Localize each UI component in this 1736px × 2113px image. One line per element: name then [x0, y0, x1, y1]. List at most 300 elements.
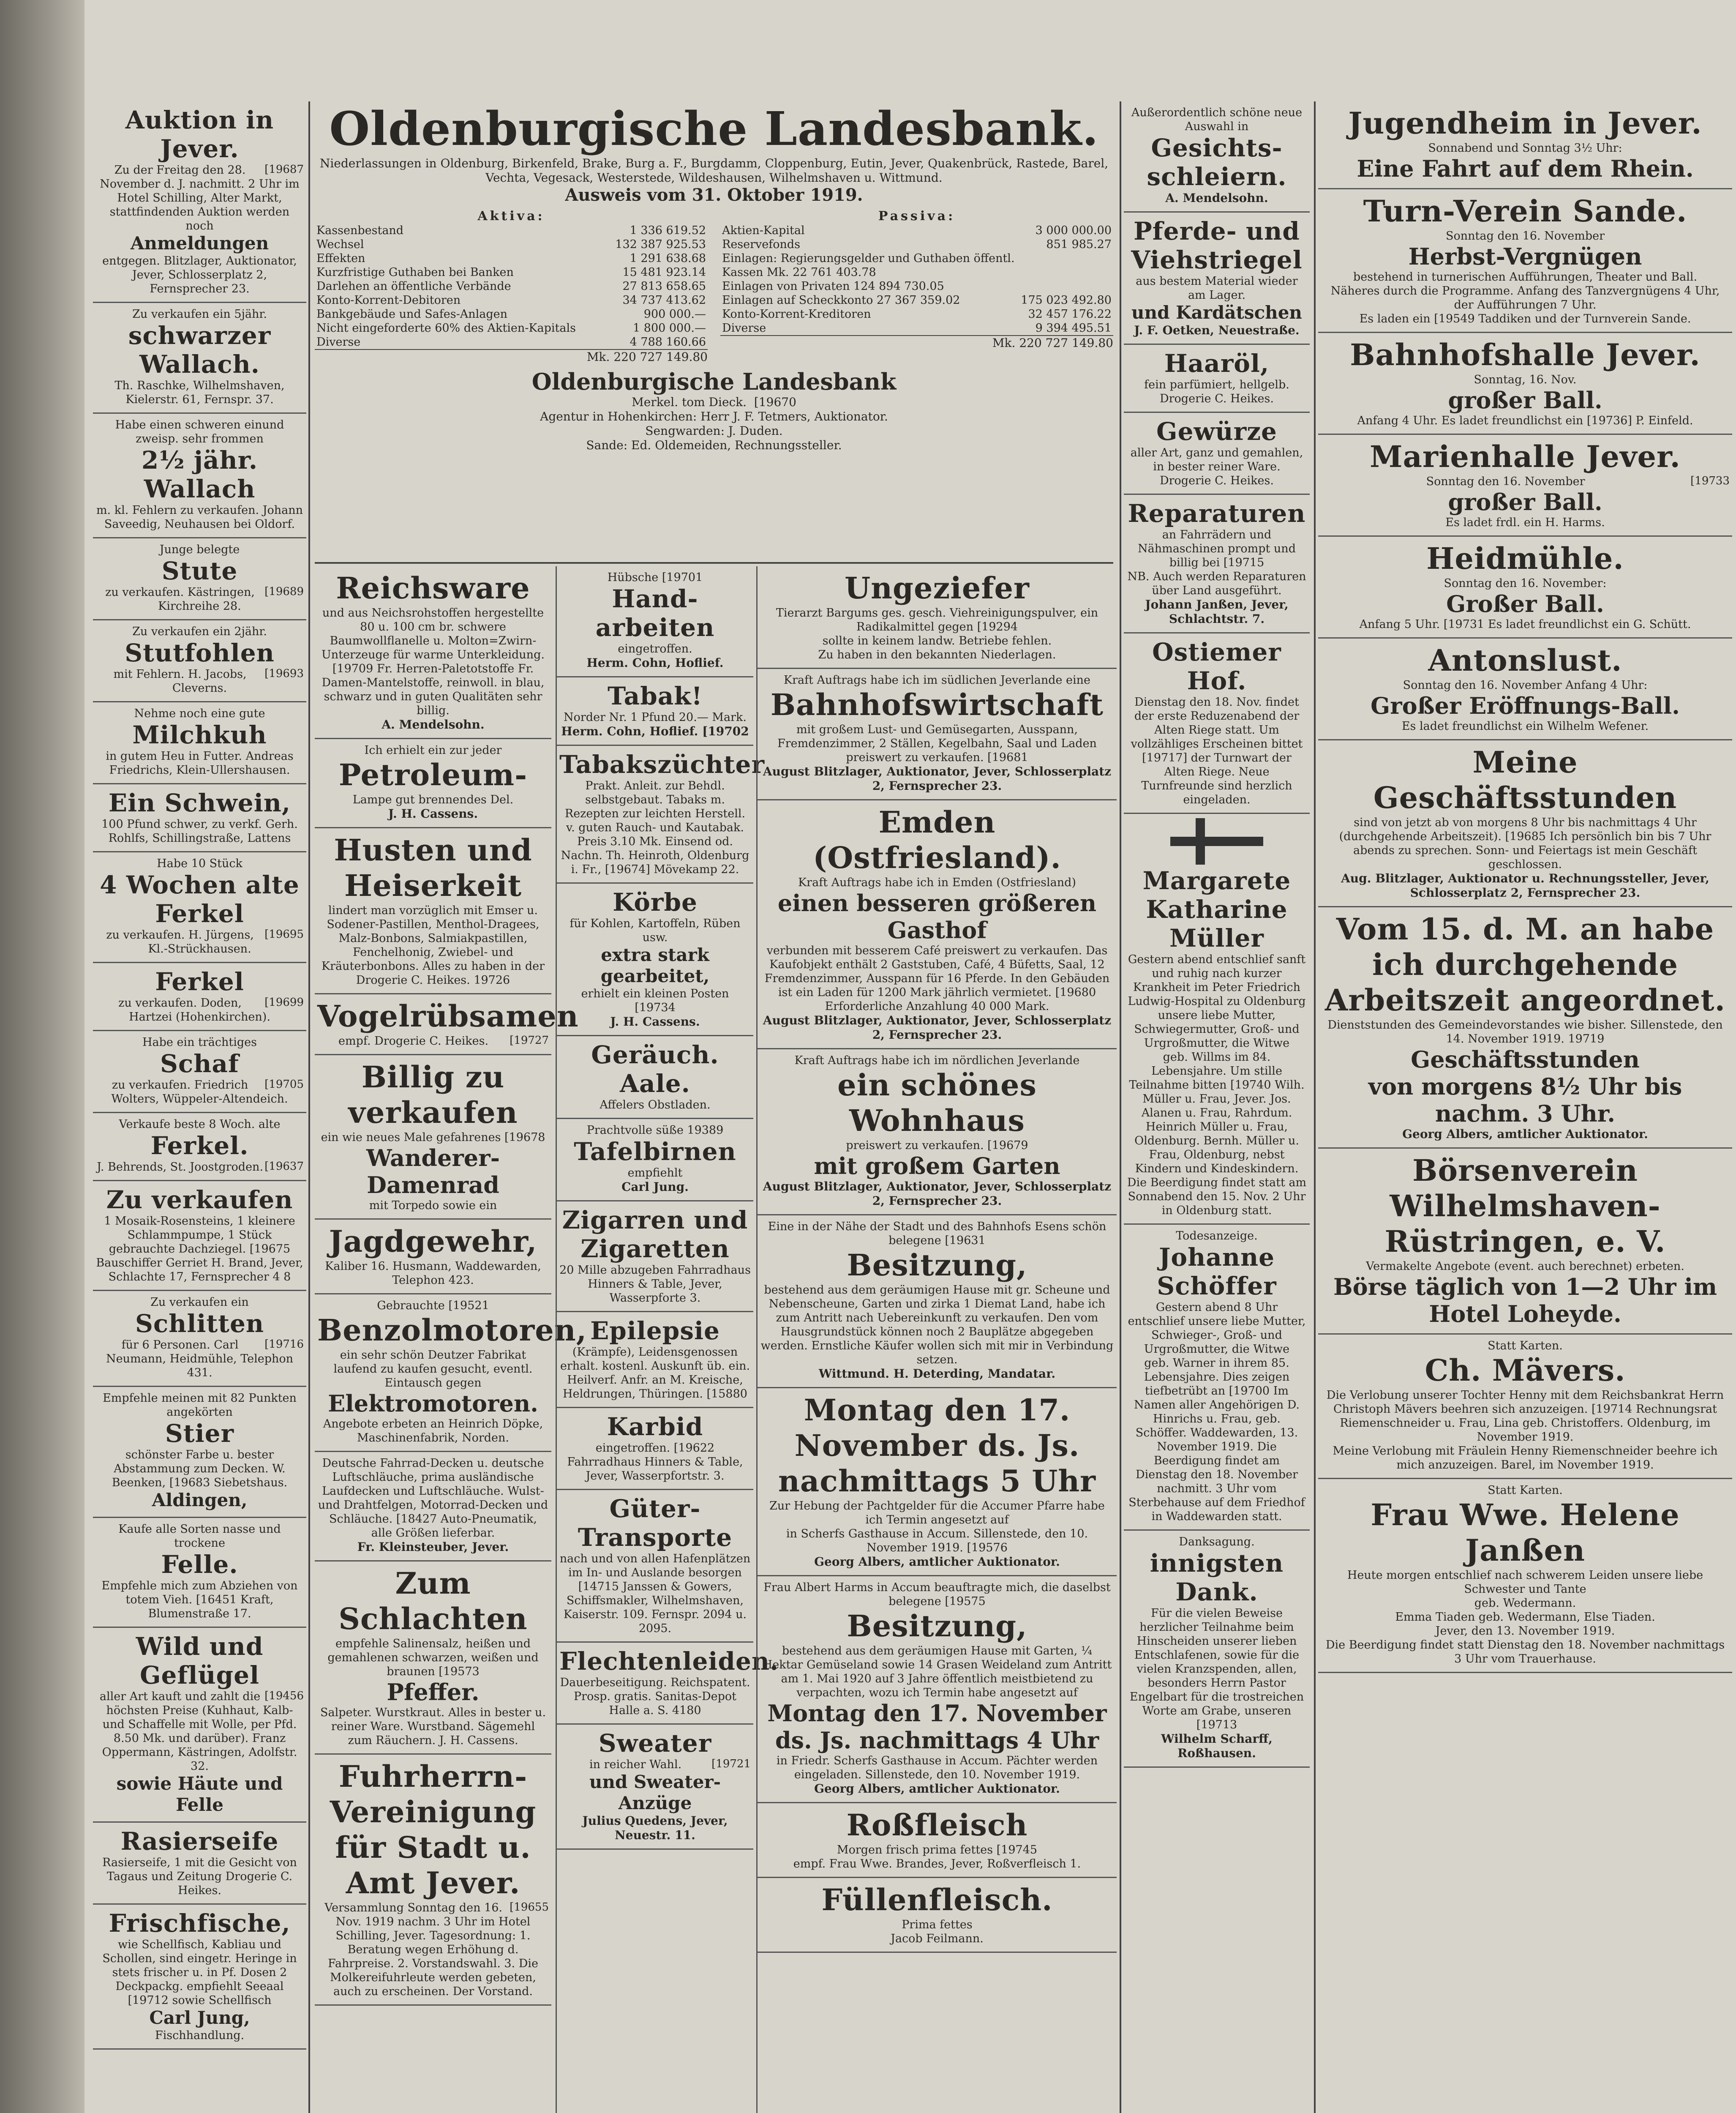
- ad-sig: Fr. Kleinsteuber, Jever.: [357, 1540, 509, 1554]
- ad-lead: Gebrauchte [19521: [377, 1299, 489, 1312]
- ad-headline: Ferkel.: [150, 1131, 249, 1160]
- ad-tail: Es ladet freundlichst ein Wilhelm Wefener.: [1401, 720, 1649, 733]
- ad-tail: Es laden ein [19549 Taddiken und der Turnverein Sande.: [1359, 312, 1691, 325]
- ad-sub: Großer Eröffnungs-Ball.: [1371, 692, 1680, 719]
- liability-label: Einlagen auf Scheckkonto 27 367 359.02: [722, 294, 960, 307]
- ad-text: Gestern abend entschlief sanft und ruhig nach kurzer Krankheit im Peter Friedrich Ludwig-Hospital zu Oldenburg unsere liebe Mutter, Schwiegermutter, Groß- und Urgroßmutter, die Witwe: [1128, 953, 1306, 1050]
- ad-headline: schwarzer Wallach.: [128, 321, 271, 379]
- ad-felle: [93, 1518, 306, 1628]
- ad-text: Sonntag den 16. November: [1426, 475, 1585, 488]
- liability-row: [720, 251, 1113, 279]
- liability-amount: 32 457 176.22: [1028, 308, 1112, 321]
- ad-headline: Ostiemer Hof.: [1152, 638, 1281, 695]
- asset-row: [315, 335, 708, 349]
- ad-text: Kraft Auftrags habe ich in Emden (Ostfriesland): [798, 876, 1076, 889]
- ad-ferkel3: [93, 1113, 306, 1181]
- asset-amount: 1 336 619.52: [630, 224, 706, 237]
- ad-husten: [315, 828, 551, 994]
- ad-text: Zur Hebung der Pachtgelder für die Accumer Pfarre habe ich Termin angesetzt auf: [769, 1499, 1105, 1526]
- ad-sig: J. H. Cassens.: [388, 807, 478, 821]
- column-rule: [308, 101, 310, 2113]
- ad-lead: Statt Karten.: [1488, 1484, 1563, 1497]
- ad-sig: A. Mendelsohn.: [1165, 191, 1268, 205]
- ad-bahnhof: [758, 669, 1117, 800]
- ad-code: [19721: [711, 1758, 751, 1770]
- asset-row: [315, 265, 708, 279]
- ad-sig: Georg Albers, amtlicher Auktionator.: [814, 1555, 1060, 1569]
- ad-lead: Kaufe alle Sorten nasse und trockene: [118, 1523, 281, 1550]
- column-rule: [1314, 101, 1316, 2113]
- ad-text: aller Art kauft und zahlt die höchsten Preise (Kuhhaut, Kalb- und Schaffelle mit Wolle, per Pfd. 8.50 Mk. und darüber). Franz Oppermann, Kästringen, Adolfstr. 32.: [99, 1690, 297, 1773]
- bank-footer-title: Oldenburgische Landesbank: [531, 368, 897, 395]
- ad-zuechter: [557, 746, 765, 884]
- ad-wallach2: [93, 414, 306, 538]
- asset-amount: 15 481 923.14: [622, 266, 706, 279]
- ad-stutfohlen: [93, 620, 306, 702]
- ad-tail: bestehend in turnerischen Aufführungen, Theater und Ball.: [1353, 270, 1698, 284]
- ad-headline: Bahnhofswirtschaft: [770, 687, 1104, 722]
- ad-headline: Schlitten: [135, 1309, 264, 1338]
- ad-text: zu verkaufen. Kästringen, Kirchreihe 28.: [105, 586, 255, 613]
- asset-amount: 132 387 925.53: [615, 238, 706, 251]
- ad-headline: Bahnhofshalle Jever.: [1350, 337, 1701, 372]
- asset-label: Bankgebäude und Safes-Anlagen: [316, 308, 508, 321]
- liability-amount: 851 985.27: [1046, 238, 1112, 251]
- ad-zigarren: [557, 1201, 753, 1312]
- ad-text: preiswert zu verkaufen. [19679: [846, 1139, 1028, 1152]
- ad-besitzung1: [758, 1215, 1117, 1388]
- bank-statement-date: Ausweis vom 31. Oktober 1919.: [565, 185, 863, 205]
- ad-headline: Tafelbirnen: [574, 1137, 736, 1166]
- ad-headline: Jagdgewehr,: [329, 1224, 537, 1259]
- ad-code: [19695: [264, 928, 304, 941]
- ad-wild: [93, 1628, 306, 1823]
- liability-row: [720, 321, 1113, 335]
- ad-stier: [93, 1387, 306, 1518]
- ad-sub: großer Ball.: [1448, 387, 1602, 414]
- book-binding-edge: [0, 0, 84, 2113]
- liabilities-table: [720, 224, 1113, 335]
- liability-amount: [1019, 279, 1113, 293]
- ad-text: J. Behrends, St. Joostgroden.: [97, 1160, 264, 1174]
- ad-headline: Johanne Schöffer: [1157, 1243, 1277, 1300]
- ad-pferde: [1124, 213, 1310, 345]
- ad-sig: Wilhelm Scharff, Roßhausen.: [1161, 1732, 1273, 1760]
- asset-label: Effekten: [316, 252, 365, 265]
- ad-text: Tierarzt Bargums ges. gesch. Viehreinigungspulver, ein Radikalmittel gegen [19294: [776, 606, 1098, 633]
- asset-label: Kassenbestand: [316, 224, 404, 237]
- ad-headline: 4 Wochen alte Ferkel: [100, 871, 300, 928]
- ad-sub: Elektromotoren.: [328, 1390, 538, 1417]
- ad-bahnhofshalle: [1318, 333, 1732, 435]
- ad-sig: Herm. Cohn, Hoflief. [19702: [561, 724, 749, 738]
- ad-tail: geb. Warner in ihrem 85. Lebensjahre. Dies zeigen tiefbetrübt an [19700 Im Namen aller Angehörigen D. Hinrichs u. Frau, geb. Schöffer. Waddewarden, 13. November 1919. Die Beerdigung findet am Dienstag den 18. November nachmitt. 3 Uhr vom Sterbehause auf dem Friedhof in Waddewarden statt.: [1128, 1357, 1305, 1523]
- ad-headline: Husten und Heiserkeit: [334, 833, 532, 903]
- ad-sub: mit großem Garten: [814, 1152, 1060, 1179]
- liability-amount: 9 394 495.51: [1035, 322, 1112, 335]
- ad-sub: von morgens 8½ Uhr bis nachm. 3 Uhr.: [1368, 1073, 1682, 1127]
- asset-row: [315, 321, 708, 335]
- ad-headline: Haaröl,: [1164, 349, 1270, 378]
- ad-text: 1 Mosaik-Rosensteins, 1 kleinere Schlammpumpe, 1 Stück gebrauchte Dachziegel. [19675 Bauschiffer Gerriet H. Brand, Jever, Schlachte 17, Fernsprecher 4 8: [96, 1215, 303, 1283]
- ad-billig: [315, 1055, 551, 1220]
- asset-label: Konto-Korrent-Debitoren: [316, 294, 461, 307]
- ad-text: Morgen frisch prima fettes [19745: [837, 1843, 1038, 1856]
- ad-lead: Junge belegte: [159, 543, 240, 556]
- ad-headline: Marienhalle Jever.: [1370, 439, 1681, 474]
- liability-row: [720, 238, 1113, 251]
- ad-headline: Geräuch. Aale.: [591, 1040, 719, 1098]
- ad-lead: Zu verkaufen ein 5jähr.: [132, 308, 267, 321]
- bank-footer-code: [19670: [754, 395, 796, 409]
- ad-schlauch: [315, 1452, 551, 1562]
- ad-headline: Antonslust.: [1428, 643, 1622, 678]
- ad-headline: Tabakszüchter: [559, 750, 765, 779]
- column-classifieds-4: [756, 566, 1117, 2113]
- bank-branches: Niederlassungen in Oldenburg, Birkenfeld, Brake, Burg a. F., Burgdamm, Cloppenburg, Eutin, Jever, Quakenbrück, Rastede, Barel, Vechta, Vegesack, Westerstede, Wildeshausen, Wilhelmshaven u. Wittmund.: [319, 156, 1109, 185]
- liability-amount: 3 000 000.00: [1035, 224, 1112, 237]
- ad-lead: Zu verkaufen ein: [150, 1296, 249, 1309]
- ad-headline: Wild und Geflügel: [136, 1632, 264, 1690]
- ad-text: an Fahrrädern und Nähmaschinen prompt und billig bei [19715: [1138, 528, 1296, 569]
- ad-reichsware: [315, 566, 551, 739]
- column-classifieds-6: [1318, 101, 1732, 2113]
- ad-jugendheim: [1318, 101, 1732, 189]
- ad-lead: Ich erhielt ein zur jeder: [364, 744, 502, 757]
- ad-tail: Jever, den 13. November 1919.: [1435, 1624, 1615, 1638]
- ad-text: Th. Raschke, Wilhelmshaven, Kielerstr. 61, Fernspr. 37.: [114, 379, 285, 406]
- ad-arbeitszeit: [1318, 907, 1732, 1149]
- ad-headline: Pferde- und Viehstriegel: [1131, 217, 1303, 274]
- ad-text: (Krämpfe), Leidensgenossen erhalt. kostenl. Auskunft üb. ein. Heilverf. Anfr. an M. Kreische, Heldrungen, Thüringen. [15880: [560, 1346, 750, 1400]
- ad-tail: Fischhandlung.: [155, 2029, 245, 2042]
- ad-headline: Roßfleisch: [846, 1807, 1028, 1843]
- ad-headline: Milchkuh: [132, 721, 267, 749]
- ad-lead: Hübsche [19701: [607, 571, 703, 584]
- cross-icon: [1170, 818, 1263, 865]
- assets-table: [315, 224, 708, 349]
- ad-code: [19733: [1690, 475, 1730, 487]
- column-classifieds-1: [93, 101, 306, 2113]
- ad-ferkel2: [93, 963, 306, 1031]
- ad-verlobung: [1318, 1335, 1732, 1479]
- bank-agent: Sande: Ed. Oldemeiden, Rechnungssteller.: [586, 438, 842, 452]
- asset-amount: 1 291 638.68: [630, 252, 706, 265]
- ad-headline: Sweater: [598, 1729, 712, 1758]
- ad-headline: Fuhrherrn-Vereinigung für Stadt u. Amt Jever.: [330, 1759, 537, 1900]
- ad-code: [19727: [510, 1034, 549, 1047]
- ad-sig: Herm. Cohn, Hoflief.: [586, 656, 724, 670]
- ad-wallach: [93, 303, 306, 414]
- ad-lead: Empfehle meinen mit 82 Punkten angekörten: [103, 1392, 297, 1419]
- ad-lead: Statt Karten.: [1488, 1339, 1563, 1352]
- ad-headline: Margarete Katharine Müller: [1142, 866, 1291, 953]
- ad-headline: Heidmühle.: [1426, 541, 1624, 576]
- ad-tail: Anfang 5 Uhr. [19731 Es ladet freundlichst ein G. Schütt.: [1359, 618, 1691, 631]
- ad-sub: Aldingen,: [152, 1490, 248, 1510]
- bank-statement: [315, 101, 1113, 564]
- ad-text: zu verkaufen. Doden, Hartzei (Hohenkirchen).: [118, 996, 270, 1024]
- ad-text: 20 Mille abzugeben Fahrradhaus Hinners & Table, Jever, Wasserpforte 3.: [559, 1264, 751, 1305]
- ad-tail: Zu haben in den bekannten Niederlagen.: [818, 648, 1056, 661]
- liability-row: [720, 224, 1113, 238]
- ad-tail: sollte in keinem landw. Betriebe fehlen.: [822, 634, 1052, 647]
- ad-headline: Frischfische,: [109, 1909, 291, 1938]
- ad-tod2: [1124, 1225, 1310, 1531]
- ad-sub: Herbst-Vergnügen: [1408, 243, 1642, 270]
- asset-row: [315, 224, 708, 238]
- ad-lead: Prachtvolle süße 19389: [586, 1124, 724, 1137]
- liability-row: [720, 293, 1113, 307]
- ad-text: Die Verlobung unserer Tochter Henny mit dem Reichsbankrat Herrn Christoph Mävers beehren sich anzuzeigen. [19714 Rechnungsrat Riemenschneider u. Frau, Lina geb. Christoffers. Oldenburg, im November 1919.: [1326, 1389, 1724, 1444]
- ad-headline: Auktion in Jever.: [125, 106, 274, 163]
- ad-tail: in Friedr. Scherfs Gasthause in Accum. Pächter werden eingeladen. Sillenstede, den 10. November 1919.: [776, 1754, 1098, 1781]
- liability-label: Diverse: [722, 322, 766, 335]
- ad-headline: Jugendheim in Jever.: [1348, 106, 1702, 141]
- ad-headline: Ch. Mävers.: [1425, 1353, 1626, 1388]
- ad-lead: Habe ein trächtiges: [142, 1036, 257, 1049]
- ad-ferkel1: [93, 852, 306, 963]
- ad-headline: Besitzung,: [847, 1608, 1027, 1643]
- ad-headline: Füllenfleisch.: [821, 1882, 1053, 1917]
- ad-sub: und Kardätschen: [1131, 302, 1302, 323]
- ad-headline: Petroleum-: [338, 757, 528, 792]
- ad-text: Rasierseife, 1 mit die Gesicht von Tagaus und Zeitung Drogerie C. Heikes.: [102, 1856, 297, 1897]
- ad-schlachten: [315, 1562, 551, 1755]
- liability-label: Einlagen: Regierungsgelder und Guthaben öffentl. Kassen Mk. 22 761 403.78: [722, 252, 1015, 279]
- ad-tod3: [1318, 1479, 1732, 1673]
- ad-lead: Verkaufe beste 8 Woch. alte: [119, 1118, 281, 1131]
- liability-label: Reservefonds: [722, 238, 801, 251]
- ad-text: Sonntag den 16. November Anfang 4 Uhr:: [1403, 679, 1648, 692]
- ad-aale: [557, 1036, 753, 1119]
- ad-sig: Julius Quedens, Jever, Neuestr. 11.: [582, 1814, 728, 1842]
- ad-tail: Anfang 4 Uhr. Es ladet freundlichst ein [19736] P. Einfeld.: [1357, 414, 1693, 427]
- liability-row: [720, 279, 1113, 293]
- ad-wohnhaus: [758, 1049, 1117, 1215]
- ad-text: Prakt. Anleit. zur Behdl. selbstgebaut. Tabaks m. Rezepten zur leichten Herstell. v. guten Rauch- und Kautabak. Preis 3.10 Mk. Einsend od. Nachn. Th. Heinroth, Oldenburg i. Fr., [19674] Mövekamp 22.: [561, 779, 749, 876]
- liability-amount: 175 023 492.80: [1021, 294, 1112, 307]
- ad-headline: innigsten Dank.: [1150, 1549, 1284, 1606]
- ad-lead: Zu verkaufen ein 2jähr.: [132, 625, 267, 638]
- ad-headline: Ein Schwein,: [108, 789, 291, 817]
- ad-text: Prima fettes: [902, 1918, 973, 1931]
- ad-tail: Angebote erbeten an Heinrich Döpke, Maschinenfabrik, Norden.: [323, 1417, 543, 1444]
- ad-text: Sonntag den 16. November:: [1444, 577, 1607, 590]
- asset-row: [315, 251, 708, 265]
- ad-code: [19655: [510, 1901, 549, 1914]
- column-rule: [1120, 101, 1121, 2113]
- ad-headline: Frau Wwe. Helene Janßen: [1371, 1497, 1680, 1568]
- ad-tail: empf. Frau Wwe. Brandes, Jever, Roßverfleisch 1.: [793, 1857, 1081, 1870]
- ad-text: Zu der Freitag den 28. November d. J. nachmitt. 2 Uhr im Hotel Schilling, Alter Markt, stattfindenden Auktion werden noch: [100, 164, 300, 232]
- ad-text: schönster Farbe u. bester Abstammung zum Decken. W. Beenken, [19683 Siebetshaus.: [112, 1448, 288, 1489]
- ad-headline: Schaf: [160, 1049, 239, 1078]
- ad-marienhalle: [1318, 435, 1732, 537]
- ad-jagd: [315, 1220, 551, 1294]
- asset-amount: 34 737 413.62: [622, 294, 706, 307]
- ad-text: Affelers Obstladen.: [600, 1098, 711, 1111]
- ad-headline: Güter-Transporte: [578, 1494, 733, 1552]
- ad-text: eingetroffen. [19622 Fahrradhaus Hinners & Table, Jever, Wasserpfortstr. 3.: [567, 1441, 743, 1482]
- ad-text: sind von jetzt ab von morgens 8 Uhr bis nachmittags 4 Uhr (durchgehende Arbeitszeit). [19685 Ich persönlich bin bis 7 Uhr abends zu sprechen. Sonn- und Feiertags ist mein Geschäft geschlossen.: [1339, 816, 1711, 871]
- ad-sub: Anmeldungen: [130, 233, 269, 254]
- ad-stute: [93, 538, 306, 620]
- ad-lead: Habe 10 Stück: [157, 857, 243, 870]
- assets-total: Mk. 220 727 149.80: [315, 349, 708, 364]
- ad-tail: in Scherfs Gasthause in Accum. Sillenstede, den 10. November 1919. [19576: [786, 1527, 1088, 1554]
- ad-sig: J. H. Cassens.: [610, 1015, 700, 1029]
- ad-tail: Jacob Feilmann.: [891, 1932, 984, 1945]
- ad-tierarzt: [758, 566, 1117, 669]
- liabilities-column: [720, 209, 1113, 364]
- ad-tail: NB. Auch werden Reparaturen über Land ausgeführt.: [1127, 570, 1306, 597]
- ad-heidmuehle: [1318, 537, 1732, 639]
- ad-text: Dauerbeseitigung. Reichspatent. Prosp. gratis. Sanitas-Depot Halle a. S. 4180: [560, 1676, 750, 1717]
- column-classifieds-3: [556, 566, 779, 2113]
- ad-rossfleisch: [758, 1803, 1117, 1878]
- ad-headline: Stier: [165, 1419, 234, 1448]
- ad-headline: Karbid: [607, 1412, 703, 1441]
- asset-row: [315, 238, 708, 251]
- ad-headline: Ungeziefer: [845, 571, 1030, 606]
- ad-sub: Börse täglich von 1—2 Uhr im Hotel Loheyde.: [1333, 1273, 1717, 1327]
- ad-text: Norder Nr. 1 Pfund 20.— Mark.: [564, 711, 747, 724]
- ad-headline: Turn-Verein Sande.: [1363, 194, 1687, 229]
- liability-label: Konto-Korrent-Kreditoren: [722, 308, 871, 321]
- bank-agent: Sengwarden: J. Duden.: [645, 424, 783, 438]
- ad-ostiemer: [1124, 633, 1310, 814]
- ad-text: Empfehle mich zum Abziehen von totem Vieh. [16451 Kraft, Blumenstraße 17.: [101, 1579, 298, 1620]
- ad-headline: Rasierseife: [120, 1827, 279, 1856]
- ad-headline: Besitzung,: [847, 1248, 1027, 1283]
- asset-label: Darlehen an öffentliche Verbände: [316, 280, 511, 293]
- ad-lead: Eine in der Nähe der Stadt und des Bahnhofs Esens schön belegene [19631: [768, 1220, 1106, 1247]
- asset-label: Diverse: [316, 336, 361, 349]
- asset-amount: 4 788 160.66: [630, 336, 706, 349]
- ad-text: aus bestem Material wieder am Lager.: [1136, 275, 1298, 302]
- ad-tail: verbunden mit besserem Café preiswert zu verkaufen. Das Kaufobjekt enthält 2 Gaststuben, Café, 4 Büfetts, Saal, 12 Fremdenzimmer, Ausspann für 16 Pferde. In den Gebäuden ist ein Laden für 1200 Mark jährlich vermietet. [19680 Erforderliche Anzahlung 40 000 Mark.: [764, 944, 1110, 1013]
- ad-text: wie Schellfisch, Kabliau und Schollen, sind eingetr. Heringe in stets frischer u. in Pf. Dosen 2 Deckpackg. empfiehlt Seeaal [19712 sowie Schellfisch: [102, 1938, 297, 2007]
- ad-sig: Wittmund. H. Deterding, Mandatar.: [818, 1367, 1056, 1381]
- ad-code: [19705: [264, 1078, 304, 1091]
- column-classifieds-5: [1124, 101, 1310, 2113]
- ad-headline: Vogelrübsamen: [317, 999, 579, 1034]
- ad-text: Dienststunden des Gemeindevorstandes wie bisher. Sillenstede, den 14. November 1919. 19719: [1327, 1018, 1723, 1046]
- ad-text: m. kl. Fehlern zu verkaufen. Johann Saveedig, Neuhausen bei Oldorf.: [96, 504, 303, 531]
- ad-code: [19637: [264, 1160, 304, 1173]
- liabilities-total: Mk. 220 727 149.80: [720, 335, 1113, 350]
- ad-verkaufen: [93, 1181, 306, 1291]
- ad-text: für Kohlen, Kartoffeln, Rüben usw.: [570, 917, 741, 944]
- ad-reparaturen: [1124, 495, 1310, 633]
- ad-code: [19716: [264, 1338, 304, 1351]
- ad-headline: 2½ jähr. Wallach: [141, 446, 258, 503]
- ad-sig: Georg Albers, amtlicher Auktionator.: [1402, 1127, 1648, 1141]
- ad-headline: Zigarren und Zigaretten: [562, 1206, 748, 1263]
- asset-row: [315, 293, 708, 307]
- ad-code: [19687: [264, 163, 304, 176]
- bank-title: Oldenburgische Landesbank.: [329, 101, 1099, 156]
- ad-fuhrherren: [315, 1755, 551, 2006]
- ad-text: Versammlung Sonntag den 16. Nov. 1919 nachm. 3 Uhr im Hotel Schilling, Jever. Tagesordnung: 1. Beratung wegen Erhöhung d. Fahrpreise. 2. Vorstandswahl. 3. Die Molkereifuhrleute werden gebeten, auch zu erscheinen. Der Vorstand.: [324, 1901, 538, 1998]
- newspaper-page: [84, 0, 1736, 2113]
- ad-antonslust: [1318, 639, 1732, 740]
- ad-text: ein wie neues Male gefahrenes [19678: [321, 1131, 545, 1144]
- ad-text: Für die vielen Beweise herzlicher Teilnahme beim Hinscheiden unserer lieben Entschlafenen, sowie für die vielen Kranzspenden, allen, besonders Herrn Pastor Engelbart für die trostreichen Worte am Grabe, unseren [19713: [1129, 1607, 1304, 1731]
- ad-haaroel: [1124, 345, 1310, 413]
- ad-tail: geb. Wedermann.: [1474, 1597, 1576, 1610]
- ad-hand: [557, 566, 753, 677]
- ad-text: empf. Drogerie C. Heikes.: [338, 1035, 489, 1048]
- ad-text: mit Fehlern. H. Jacobs, Cleverns.: [113, 668, 247, 695]
- ad-tail: Emma Tiaden geb. Wedermann, Else Tiaden.: [1395, 1611, 1655, 1624]
- ad-headline: Ferkel: [155, 967, 244, 996]
- ad-rasierseife: [93, 1823, 306, 1905]
- ad-sub: Gasthof: [887, 917, 987, 944]
- bank-footer-sub: Merkel. tom Dieck.: [632, 395, 747, 409]
- ad-sub: Geschäftsstunden: [1411, 1046, 1640, 1073]
- ad-headline: Börsenverein Wilhelmshaven-Rüstringen, e. V.: [1384, 1153, 1666, 1259]
- ad-text: aller Art, ganz und gemahlen, in bester reiner Ware. Drogerie C. Heikes.: [1130, 446, 1303, 487]
- ad-tail: Näheres durch die Programme. Anfang des Tanzvergnügens 4 Uhr, der Aufführungen 7 Uhr.: [1330, 284, 1720, 311]
- ad-text: mit großem Lust- und Gemüsegarten, Ausspann, Fremdenzimmer, 2 Ställen, Kegelbahn, Saal und Laden preiswert zu verkaufen. [19681: [777, 723, 1097, 764]
- ad-headline: Benzolmotoren,: [317, 1313, 587, 1348]
- ad-sub: sowie Häute und Felle: [116, 1773, 283, 1815]
- asset-amount: 900 000.—: [643, 308, 706, 321]
- ad-boerse: [1318, 1149, 1732, 1335]
- ad-text: ein sehr schön Deutzer Fabrikat laufend zu kaufen gesucht, eventl. Eintausch gegen: [333, 1349, 533, 1390]
- ad-headline: Gesichts-schleiern.: [1147, 134, 1287, 191]
- ad-schaf: [93, 1031, 306, 1113]
- ad-lead: Todesanzeige.: [1176, 1229, 1258, 1242]
- ad-text: und aus Neichsrohstoffen hergestellte 80 u. 100 cm br. schwere Baumwollflanelle u. Molton=Zwirn-Unterzeuge für warme Unterkleidung. [19709 Fr. Herren-Paletotstoffe Fr. Damen-Mantelstoffe, reinwoll. in blau, schwarz und in guten Qualitäten sehr billig.: [322, 606, 545, 717]
- ad-text: Vermakelte Angebote (event. auch berechnet) erbeten.: [1366, 1260, 1684, 1273]
- ad-code: [19693: [264, 667, 304, 680]
- ad-sig: Aug. Blitzlager, Auktionator u. Rechnungssteller, Jever, Schlosserplatz 2, Fernsprecher 23.: [1341, 871, 1709, 900]
- ad-headline: Körbe: [613, 888, 698, 917]
- ad-headline: Montag den 17. November ds. Js. nachmittags 5 Uhr: [778, 1392, 1096, 1499]
- ad-tail: geb. Willms im 84. Lebensjahre. Um stille Teilnahme bitten [19740 Wilh. Müller u. Frau, Jever. Jos. Alanen u. Frau, Rahrdum. Heinrich Müller u. Frau, Oldenburg. Bernh. Müller u. Frau, Oldenburg, nebst Kindern und Kindeskindern. Die Beerdigung findet statt am Sonnabend den 15. Nov. 2 Uhr in Oldenburg statt.: [1127, 1051, 1307, 1217]
- ad-text: Deutsche Fahrrad-Decken u. deutsche Luftschläuche, prima ausländische Laufdecken und Luftschläuche. Wulst- und Drahtfelgen, Motorrad-Decken und Schläuche. [18427 Auto-Pneumatik, alle Größen lieferbar.: [318, 1457, 548, 1540]
- column-classifieds-2: [315, 566, 587, 2113]
- ad-sig: August Blitzlager, Auktionator, Jever, Schlosserplatz 2, Fernsprecher 23.: [763, 764, 1112, 793]
- ad-sweater: [557, 1725, 753, 1850]
- ad-text: Sonntag, 16. Nov.: [1474, 373, 1577, 386]
- ad-tail: erhielt ein kleinen Posten [19734: [581, 987, 729, 1014]
- ad-besitzung2: [758, 1576, 1117, 1803]
- ad-headline: Meine Geschäftsstunden: [1373, 745, 1677, 815]
- ad-sub: einen besseren größeren: [777, 890, 1097, 917]
- ad-schwein: [93, 784, 306, 852]
- ad-text: zu verkaufen. H. Jürgens, Kl.-Strückhausen.: [106, 928, 254, 955]
- asset-amount: 1 800 000.—: [633, 322, 706, 335]
- bank-agent: Agentur in Hohenkirchen: Herr J. F. Tetmers, Auktionator.: [540, 409, 888, 423]
- ad-tail: mit Torpedo sowie ein: [369, 1199, 497, 1212]
- ad-text: Sonnabend und Sonntag 3½ Uhr:: [1428, 142, 1622, 155]
- ad-lead: Kraft Auftrags habe ich im südlichen Jeverlande eine: [783, 674, 1091, 687]
- ad-text: Gestern abend 8 Uhr entschlief unsere liebe Mutter, Schwieger-, Groß- und Urgroßmutter, die Witwe: [1128, 1301, 1306, 1356]
- ad-text: in gutem Heu in Futter. Andreas Friedrichs, Klein-Ullershausen.: [106, 750, 294, 777]
- ad-headline: Reparaturen: [1128, 499, 1306, 528]
- ad-geschaeftsstunden: [1318, 740, 1732, 907]
- liabilities-label: Passiva:: [878, 209, 956, 224]
- ad-headline: Emden (Ostfriesland).: [813, 805, 1061, 875]
- ad-lead: Habe einen schweren einund zweisp. sehr frommen: [115, 418, 284, 445]
- ad-text: lindert man vorzüglich mit Emser u. Sodener-Pastillen, Menthol-Dragees, Malz-Bonbons, Salmiakpastillen, Fenchelhonig, Zwiebel- und Kräuterbonbons. Alles zu haben in der Drogerie C. Heikes. 19726: [321, 904, 545, 987]
- ad-lead: Danksagung.: [1179, 1535, 1255, 1548]
- ad-text: bestehend aus dem geräumigen Hause mit gr. Scheune und Nebenscheune, Garten und zirka 1 Diemat Land, habe ich zum Antritt nach Uebereinkunft zu verkaufen. Den vom Hausgrundstück können noch 2 Bauplätze abgegeben werden. Ernstliche Käufer wollen sich mit mir in Verbindung setzen.: [760, 1283, 1114, 1366]
